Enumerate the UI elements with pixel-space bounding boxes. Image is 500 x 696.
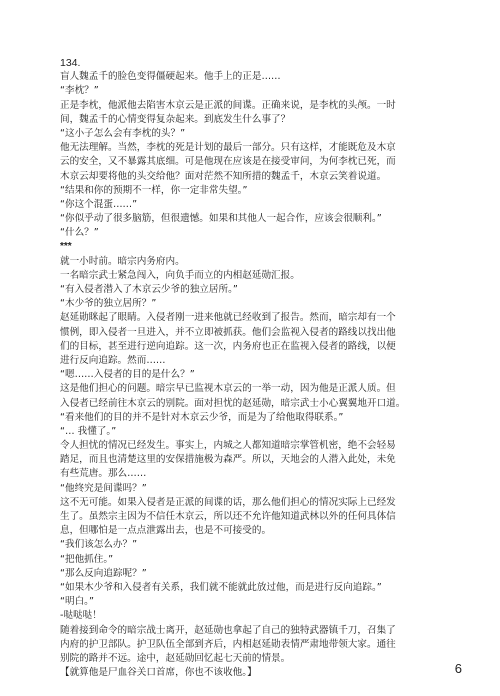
- text-line: “看来他们的目的并不是针对木京云少爷，而是为了给他取得联系。”: [60, 411, 344, 423]
- text-line: “木少爷的独立居所？”: [60, 298, 157, 310]
- text-line: “有入侵者潜入了木京云少爷的独立居所。”: [60, 284, 238, 295]
- text-line: “如果木少爷和入侵者有关系，我们就不能就此放过他，而是进行反向追踪。”: [60, 581, 382, 593]
- text-line: 间，魏孟千的心情变得复杂起来。到底发生什么事了？: [60, 113, 291, 125]
- text-line: “他终究是间谍吗？”: [60, 482, 147, 494]
- text-line: 正是李枕，他派他去陷害木京云是正派的间谍。正确来说，是李枕的头颅。一时: [60, 99, 396, 111]
- text-line: 他无法理解。当然，李枕的死是计划的最后一部分。只有这样，才能既危及木京: [60, 142, 396, 154]
- text-line: “我们该怎么办？”: [60, 539, 138, 551]
- text-line: 这是他们担心的问题。暗宗早已监视木京云的一举一动，因为他是正派人质。但: [60, 383, 396, 395]
- text-line: 就一小时前。暗宗内务府内。: [60, 255, 185, 267]
- text-line: “嗯……入侵者的目的是什么？”: [60, 369, 195, 381]
- text-line: “把他抓住。”: [60, 553, 114, 565]
- text-line: 云的安全，又不暴露其底细。可是他现在应该是在接受审问，为何李枕已死，而: [60, 156, 396, 168]
- text-line: 内府的护卫部队。护卫队伍全部到齐后，内相赵延勋表情严肃地带领大家。通往: [60, 638, 396, 650]
- text-line: 盲人魏孟千的脸色变得僵硬起来。他手上的正是……: [60, 71, 281, 83]
- text-line: 令人担忧的情况已经发生。事实上，内城之人都知道暗宗掌管机密，绝不会轻易: [60, 440, 396, 452]
- page-number: 6: [454, 661, 462, 676]
- text-line: “这小子怎么会有李枕的头？”: [60, 127, 186, 139]
- text-line: -哒哒哒！: [60, 610, 102, 622]
- text-line: 随着接到命令的暗宗战士离开，赵延勋也拿起了自己的独特武器镇千刀，召集了: [60, 624, 396, 636]
- text-line: 【就算他是尸血谷关口首席，你也不该收他。】: [60, 667, 257, 679]
- text-line: “你这个混蛋……”: [60, 198, 138, 210]
- text-line: “你似乎动了很多脑筋，但很遗憾。如果和其他人一起合作，应该会很顺利。”: [60, 213, 382, 225]
- text-line: 入侵者已经前往木京云的别院。面对担忧的赵延勋，暗宗武士小心翼翼地开口道。: [60, 397, 406, 409]
- document-body: [60, 56, 452, 680]
- text-line: 们的目标，甚至进行逆向追踪。这一次，内务府也正在监视入侵者的路线，以便: [60, 340, 396, 352]
- text-line: 这不无可能。如果入侵者是正派的间谍的话，那么他们担心的情况实际上已经发: [60, 496, 396, 508]
- text-line: 息，但哪怕是一点点泄露出去，也是不可接受的。: [60, 525, 272, 537]
- text-line: 惯例，即入侵者一旦进入，并不立即被抓获。他们会监视入侵者的路线以找出他: [60, 326, 396, 338]
- text-line: “什么？”: [60, 227, 99, 239]
- text-line: 踏足，而且也清楚这里的安保措施极为森严。所以，天地会的人潜入此处，未免: [60, 454, 396, 466]
- text-line: 赵延勋眯起了眼睛。入侵者刚一进来他就已经收到了报告。然而，暗宗却有一个: [60, 312, 396, 324]
- text-line: 木京云却要将他的头交给他？面对茫然不知所措的魏孟千，木京云笑着说道。: [60, 170, 387, 182]
- text-line: “那么反向追踪呢？”: [60, 567, 147, 579]
- text-line: 生了。虽然宗主因为不信任木京云，所以还不允许他知道武林以外的任何具体信: [60, 511, 396, 522]
- section-separator: ***: [60, 241, 72, 253]
- text-line: 有些荒唐。那么……: [60, 468, 147, 480]
- text-line: 别院的路并不远。途中，赵延勋回忆起七天前的情景。: [60, 652, 291, 664]
- text-line: 进行反向追踪。然而……: [60, 354, 166, 366]
- chapter-number: 134.: [60, 57, 81, 69]
- text-line: “结果和你的预期不一样，你一定非常失望。”: [60, 184, 248, 196]
- text-line: 一名暗宗武士紧急闯入，向负手而立的内相赵延勋汇报。: [60, 269, 300, 281]
- text-line: “李枕？”: [60, 85, 99, 97]
- text-line: “明白。”: [60, 596, 94, 608]
- text-line: “… 我懂了。”: [60, 425, 117, 437]
